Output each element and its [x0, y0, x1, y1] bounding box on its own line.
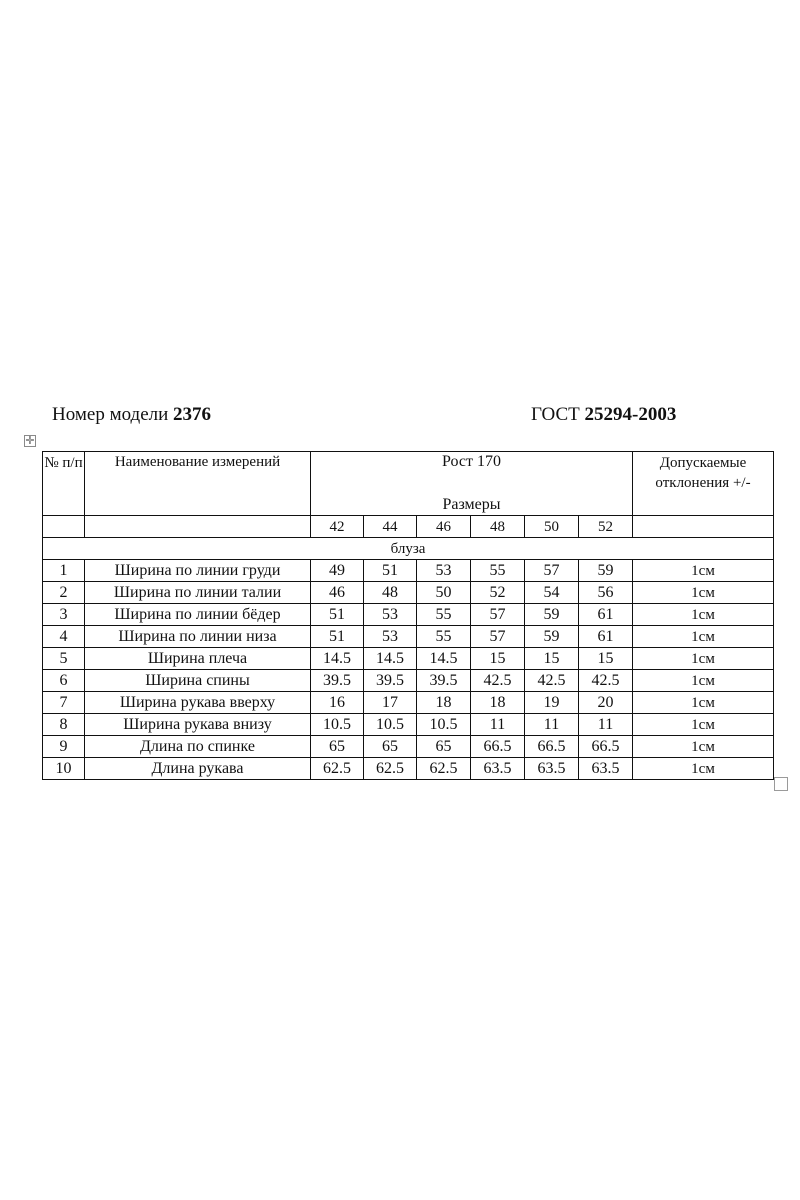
measurement-name: Ширина по линии талии [85, 582, 311, 604]
size-value-cell: 62.5 [311, 758, 364, 780]
tolerance-cell: 1см [633, 714, 774, 736]
size-value-cell: 14.5 [364, 648, 417, 670]
table-row [43, 582, 774, 604]
col-no-header: № п/п [43, 452, 85, 495]
empty-cell [85, 494, 311, 516]
size-value-cell: 59 [525, 604, 579, 626]
size-value-cell: 19 [525, 692, 579, 714]
size-value-cell: 17 [364, 692, 417, 714]
row-number: 6 [43, 670, 85, 692]
row-number: 1 [43, 560, 85, 582]
col-name-header: Наименование измерений [85, 452, 311, 495]
size-value-cell: 15 [471, 648, 525, 670]
group-label: блуза [43, 538, 774, 560]
size-value-cell: 57 [471, 604, 525, 626]
size-value-cell: 10.5 [311, 714, 364, 736]
tolerance-cell: 1см [633, 736, 774, 758]
size-value-cell: 52 [471, 582, 525, 604]
size-value-cell: 54 [525, 582, 579, 604]
row-number: 10 [43, 758, 85, 780]
table-row [43, 736, 774, 758]
group-row [43, 538, 774, 560]
size-value-cell: 11 [525, 714, 579, 736]
size-value-cell: 14.5 [417, 648, 471, 670]
table-row [43, 692, 774, 714]
row-number: 2 [43, 582, 85, 604]
size-header-cell: 50 [525, 516, 579, 538]
size-value-cell: 62.5 [364, 758, 417, 780]
header-row-size-values [43, 516, 774, 538]
measurement-name: Длина по спинке [85, 736, 311, 758]
table-resize-icon[interactable] [774, 777, 788, 791]
header-row-main [43, 452, 774, 495]
tolerance-cell: 1см [633, 560, 774, 582]
tolerance-cell: 1см [633, 626, 774, 648]
size-value-cell: 57 [525, 560, 579, 582]
measurement-name: Ширина по линии груди [85, 560, 311, 582]
size-value-cell: 59 [579, 560, 633, 582]
size-value-cell: 61 [579, 604, 633, 626]
tolerance-cell: 1см [633, 648, 774, 670]
size-value-cell: 63.5 [525, 758, 579, 780]
size-value-cell: 53 [364, 626, 417, 648]
measurement-name: Ширина рукава вверху [85, 692, 311, 714]
size-value-cell: 66.5 [525, 736, 579, 758]
size-value-cell: 63.5 [579, 758, 633, 780]
size-value-cell: 56 [579, 582, 633, 604]
size-value-cell: 14.5 [311, 648, 364, 670]
table-row [43, 604, 774, 626]
size-value-cell: 66.5 [471, 736, 525, 758]
size-value-cell: 42.5 [525, 670, 579, 692]
size-value-cell: 39.5 [417, 670, 471, 692]
size-value-cell: 65 [311, 736, 364, 758]
model-number: 2376 [173, 404, 212, 425]
standard-label: ГОСТ [531, 404, 580, 425]
size-value-cell: 53 [364, 604, 417, 626]
measurement-name: Длина рукава [85, 758, 311, 780]
size-value-cell: 15 [525, 648, 579, 670]
size-value-cell: 55 [417, 626, 471, 648]
size-value-cell: 66.5 [579, 736, 633, 758]
move-arrows-icon[interactable]: ✛ [25, 434, 35, 447]
tolerance-cell: 1см [633, 758, 774, 780]
model-label: Номер модели [52, 404, 169, 425]
size-value-cell: 57 [471, 626, 525, 648]
size-value-cell: 65 [364, 736, 417, 758]
table-row [43, 670, 774, 692]
row-number: 7 [43, 692, 85, 714]
table-row [43, 648, 774, 670]
size-value-cell: 51 [311, 604, 364, 626]
empty-cell [43, 494, 85, 516]
table-row [43, 758, 774, 780]
size-value-cell: 65 [417, 736, 471, 758]
empty-cell [85, 516, 311, 538]
size-value-cell: 11 [471, 714, 525, 736]
measurement-name: Ширина по линии низа [85, 626, 311, 648]
size-value-cell: 42.5 [471, 670, 525, 692]
size-value-cell: 63.5 [471, 758, 525, 780]
size-chart-table [42, 451, 774, 780]
row-number: 5 [43, 648, 85, 670]
empty-cell [633, 516, 774, 538]
size-value-cell: 42.5 [579, 670, 633, 692]
row-number: 9 [43, 736, 85, 758]
size-value-cell: 10.5 [364, 714, 417, 736]
tolerance-header: Допускаемые отклонения +/- [633, 452, 774, 495]
model-number-heading [52, 404, 211, 426]
size-header-cell: 52 [579, 516, 633, 538]
empty-cell [43, 516, 85, 538]
size-value-cell: 10.5 [417, 714, 471, 736]
standard-number: 25294-2003 [584, 404, 677, 425]
row-number: 8 [43, 714, 85, 736]
header-row-sizes-label [43, 494, 774, 516]
size-value-cell: 18 [471, 692, 525, 714]
standard-heading [531, 404, 676, 426]
size-header-cell: 44 [364, 516, 417, 538]
size-header-cell: 46 [417, 516, 471, 538]
size-value-cell: 51 [311, 626, 364, 648]
sizes-header: Размеры [311, 494, 633, 516]
size-value-cell: 55 [417, 604, 471, 626]
row-number: 3 [43, 604, 85, 626]
size-header-cell: 48 [471, 516, 525, 538]
size-value-cell: 53 [417, 560, 471, 582]
size-value-cell: 55 [471, 560, 525, 582]
table-row [43, 714, 774, 736]
tolerance-cell: 1см [633, 692, 774, 714]
measurement-name: Ширина по линии бёдер [85, 604, 311, 626]
table-row [43, 560, 774, 582]
tolerance-cell: 1см [633, 582, 774, 604]
measurement-name: Ширина плеча [85, 648, 311, 670]
size-value-cell: 61 [579, 626, 633, 648]
measurement-name: Ширина рукава внизу [85, 714, 311, 736]
size-value-cell: 20 [579, 692, 633, 714]
size-value-cell: 15 [579, 648, 633, 670]
row-number: 4 [43, 626, 85, 648]
tolerance-cell: 1см [633, 670, 774, 692]
size-value-cell: 39.5 [364, 670, 417, 692]
size-value-cell: 51 [364, 560, 417, 582]
size-value-cell: 16 [311, 692, 364, 714]
size-value-cell: 46 [311, 582, 364, 604]
size-value-cell: 11 [579, 714, 633, 736]
size-value-cell: 59 [525, 626, 579, 648]
size-value-cell: 49 [311, 560, 364, 582]
size-value-cell: 48 [364, 582, 417, 604]
size-value-cell: 18 [417, 692, 471, 714]
table-row [43, 626, 774, 648]
height-header: Рост 170 [311, 452, 633, 495]
empty-cell [633, 494, 774, 516]
measurement-name: Ширина спины [85, 670, 311, 692]
size-value-cell: 39.5 [311, 670, 364, 692]
size-value-cell: 62.5 [417, 758, 471, 780]
size-value-cell: 50 [417, 582, 471, 604]
size-header-cell: 42 [311, 516, 364, 538]
tolerance-cell: 1см [633, 604, 774, 626]
